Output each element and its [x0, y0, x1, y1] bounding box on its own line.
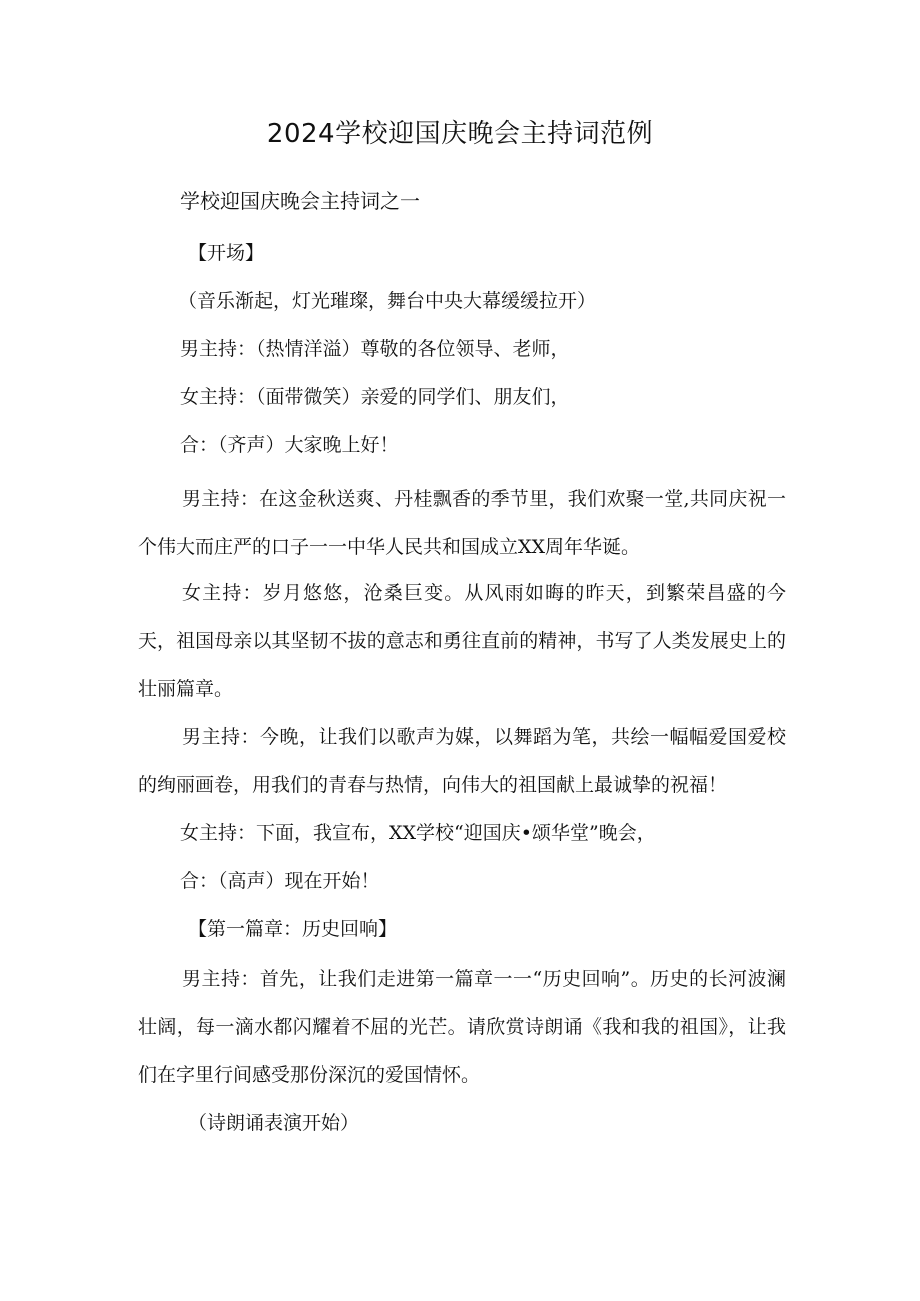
- script-line: 合：（齐声）大家晚上好！: [180, 434, 399, 456]
- script-line: 女主持：下面，我宣布，XX学校“迎国庆•颂华堂”晚会，: [180, 822, 656, 844]
- script-paragraph: 男主持：在这金秋送爽、丹桂飘香的季节里，我们欢聚一堂,共同庆祝一个伟大而庄严的口子一一中华人民共和国成立XX周年华诞。: [138, 488, 786, 558]
- opening-header: 【开场】: [188, 242, 265, 264]
- script-paragraph: 男主持：首先，让我们走进第一篇章一一“历史回响”。历史的长河波澜壮阔，每一滴水都闪耀着不屈的光芒。请欣赏诗朗诵《我和我的祖国》，让我们在字里行间感受那份深沉的爱国情怀。: [138, 968, 786, 1086]
- script-line: 女主持：（面带微笑）亲爱的同学们、朋友们，: [180, 386, 570, 408]
- script-paragraph: 男主持：今晚，让我们以歌声为媒，以舞蹈为笔，共绘一幅幅爱国爱校的绚丽画卷，用我们的青春与热情，向伟大的祖国献上最诚挚的祝福！: [138, 726, 786, 796]
- script-line: 男主持：（热情洋溢）尊敬的各位领导、老师，: [180, 338, 570, 360]
- chapter-header: 【第一篇章：历史回响】: [188, 918, 398, 940]
- script-paragraph: 女主持：岁月悠悠，沧桑巨变。从风雨如晦的昨天，到繁荣昌盛的今天，祖国母亲以其坚韧不拔的意志和勇往直前的精神，书写了人类发展史上的壮丽篇章。: [138, 582, 786, 700]
- document-title: 2024学校迎国庆晚会主持词范例: [266, 119, 654, 149]
- section-subtitle: 学校迎国庆晚会主持词之一: [180, 189, 420, 213]
- stage-direction: （诗朗诵表演开始）: [188, 1112, 360, 1134]
- script-line: 合：（高声）现在开始！: [180, 870, 380, 892]
- stage-direction: （音乐渐起，灯光璀璨，舞台中央大幕缓缓拉开）: [178, 290, 597, 312]
